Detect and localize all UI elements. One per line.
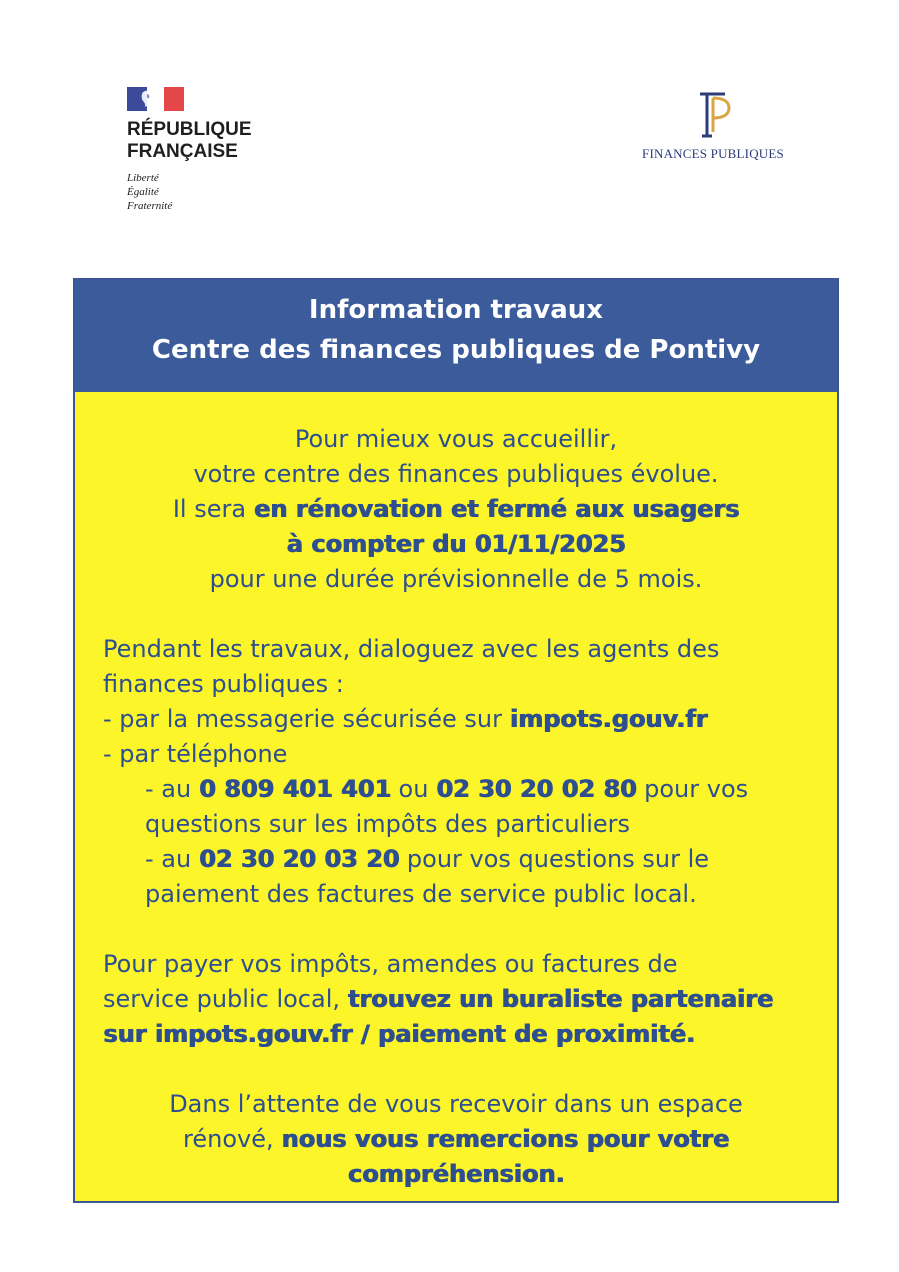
- closure-status: en rénovation et fermé aux usagers: [253, 495, 740, 523]
- notice-body: [75, 392, 837, 1192]
- phone-or: ou: [390, 775, 437, 803]
- closure-line3: [75, 492, 837, 527]
- closure-date: à compter du 01/11/2025: [286, 530, 626, 558]
- finances-publiques-logo: [640, 88, 786, 162]
- marianne-flag-icon: [127, 87, 184, 111]
- phone-number-1[interactable]: 0 809 401 401: [198, 775, 391, 803]
- contact-phone-local: [145, 842, 837, 877]
- contact-phone-heading: - par téléphone: [103, 740, 288, 768]
- closure-line3-prefix: Il sera: [172, 495, 254, 523]
- paragraph-contact: [75, 632, 837, 912]
- closure-line1: Pour mieux vous accueillir,: [294, 425, 618, 453]
- contact-messaging-prefix: - par la messagerie sécurisée sur: [103, 705, 510, 733]
- paragraph-thanks: [75, 1087, 837, 1192]
- contact-phone-local-2: paiement des factures de service public local.: [145, 880, 697, 908]
- closure-line2: votre centre des finances publiques évolue.: [193, 460, 719, 488]
- thanks-line1: Dans l’attente de vous recevoir dans un espace: [169, 1090, 743, 1118]
- payment-buraliste: trouvez un buraliste partenaire: [347, 985, 774, 1013]
- republique-motto: [127, 171, 252, 213]
- paragraph-closure: [75, 422, 837, 597]
- phone-prefix: - au: [145, 775, 199, 803]
- republique-francaise-logo: [127, 87, 252, 213]
- thanks-line2-prefix: rénové,: [183, 1125, 282, 1153]
- contact-messaging: [103, 702, 837, 737]
- phone-local-suffix: pour vos questions sur le: [399, 845, 710, 873]
- contact-line1: Pendant les travaux, dialoguez avec les agents des: [103, 635, 720, 663]
- contact-phone-particuliers: [145, 772, 837, 807]
- thanks-line3: compréhension.: [347, 1160, 565, 1188]
- contact-phone-particuliers-2: questions sur les impôts des particuliers: [145, 810, 631, 838]
- contact-line2: finances publiques :: [103, 670, 344, 698]
- fp-monogram-icon: [691, 88, 735, 140]
- payment-line1: Pour payer vos impôts, amendes ou factures de: [103, 950, 678, 978]
- phone-number-3[interactable]: 02 30 20 03 20: [198, 845, 400, 873]
- finances-publiques-label: FINANCES PUBLIQUES: [642, 146, 784, 161]
- payment-proximite[interactable]: sur impots.gouv.fr / paiement de proximité.: [103, 1020, 695, 1048]
- phone-suffix: pour vos: [636, 775, 749, 803]
- phone-local-prefix: - au: [145, 845, 199, 873]
- phone-number-2[interactable]: 02 30 20 02 80: [436, 775, 637, 803]
- motto-liberte: Liberté: [127, 172, 159, 184]
- motto-fraternite: Fraternité: [127, 200, 173, 212]
- thanks-emph: nous vous remercions pour votre: [281, 1125, 729, 1153]
- works-notice: [73, 278, 839, 1203]
- notice-title-line2: Centre des finances publiques de Pontivy: [151, 335, 761, 365]
- notice-title-line1: Information travaux: [308, 295, 604, 325]
- republique-line2: FRANÇAISE: [127, 141, 238, 162]
- notice-header: [75, 280, 837, 392]
- payment-line2-prefix: service public local,: [103, 985, 348, 1013]
- thanks-line2: [75, 1122, 837, 1157]
- paragraph-payment: [75, 947, 837, 1052]
- payment-line2: [103, 982, 837, 1017]
- impots-link[interactable]: impots.gouv.fr: [509, 705, 708, 733]
- republique-line1: RÉPUBLIQUE: [127, 119, 252, 140]
- closure-duration: pour une durée prévisionnelle de 5 mois.: [209, 565, 703, 593]
- motto-egalite: Égalité: [127, 186, 159, 198]
